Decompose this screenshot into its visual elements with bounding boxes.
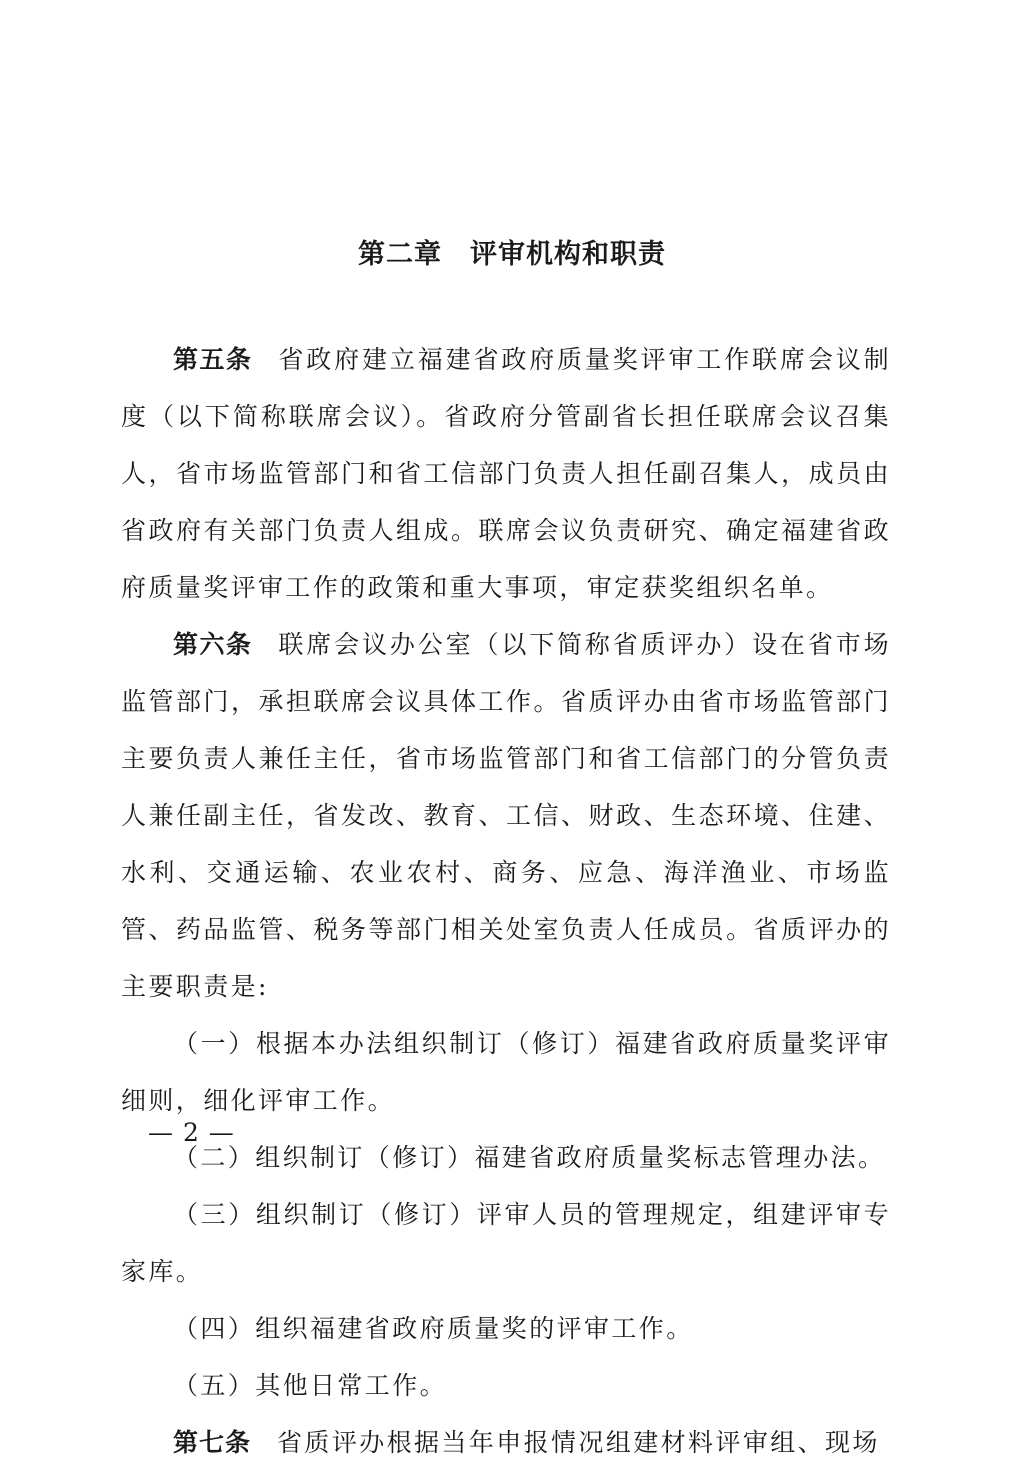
paragraph-text: （四）组织福建省政府质量奖的评审工作。 <box>173 1314 694 1343</box>
article-paragraph <box>121 616 891 1015</box>
paragraph-text: （二）组织制订（修订）福建省政府质量奖标志管理办法。 <box>173 1143 886 1172</box>
list-item <box>121 1300 891 1357</box>
list-item <box>121 1357 891 1414</box>
article-number: 第五条 <box>173 345 253 374</box>
paragraph-text: （三）组织制订（修订）评审人员的管理规定，组建评审专家库。 <box>121 1200 891 1286</box>
article-paragraph <box>121 1414 891 1471</box>
list-item <box>121 1129 891 1186</box>
article-number: 第六条 <box>173 630 253 659</box>
list-item <box>121 1186 891 1300</box>
list-item <box>121 1015 891 1129</box>
article-paragraph <box>121 331 891 616</box>
document-body <box>121 331 891 1471</box>
page-number: — 2 — <box>148 1118 235 1147</box>
paragraph-text: 省政府建立福建省政府质量奖评审工作联席会议制度（以下简称联席会议）。省政府分管副省长担任联席会议召集人，省市场监管部门和省工信部门负责人担任副召集人，成员由省政府有关部门负责人组成。联席会议负责研究、确定福建省政府质量奖评审工作的政策和重大事项，审定获奖组织名单。 <box>121 345 891 602</box>
paragraph-text: （一）根据本办法组织制订（修订）福建省政府质量奖评审细则，细化评审工作。 <box>121 1029 891 1115</box>
article-number: 第七条 <box>173 1428 252 1457</box>
paragraph-text: （五）其他日常工作。 <box>173 1371 448 1400</box>
chapter-title: 第二章 评审机构和职责 <box>358 239 666 270</box>
paragraph-text: 联席会议办公室（以下简称省质评办）设在省市场监管部门，承担联席会议具体工作。省质评办由省市场监管部门主要负责人兼任主任，省市场监管部门和省工信部门的分管负责人兼任副主任，省发改、教育、工信、财政、生态环境、住建、水利、交通运输、农业农村、商务、应急、海洋渔业、市场监管、药品监管、税务等部门相关处室负责人任成员。省质评办的主要职责是: <box>121 630 891 1001</box>
paragraph-text: 省质评办根据当年申报情况组建材料评审组、现场 <box>277 1428 880 1457</box>
